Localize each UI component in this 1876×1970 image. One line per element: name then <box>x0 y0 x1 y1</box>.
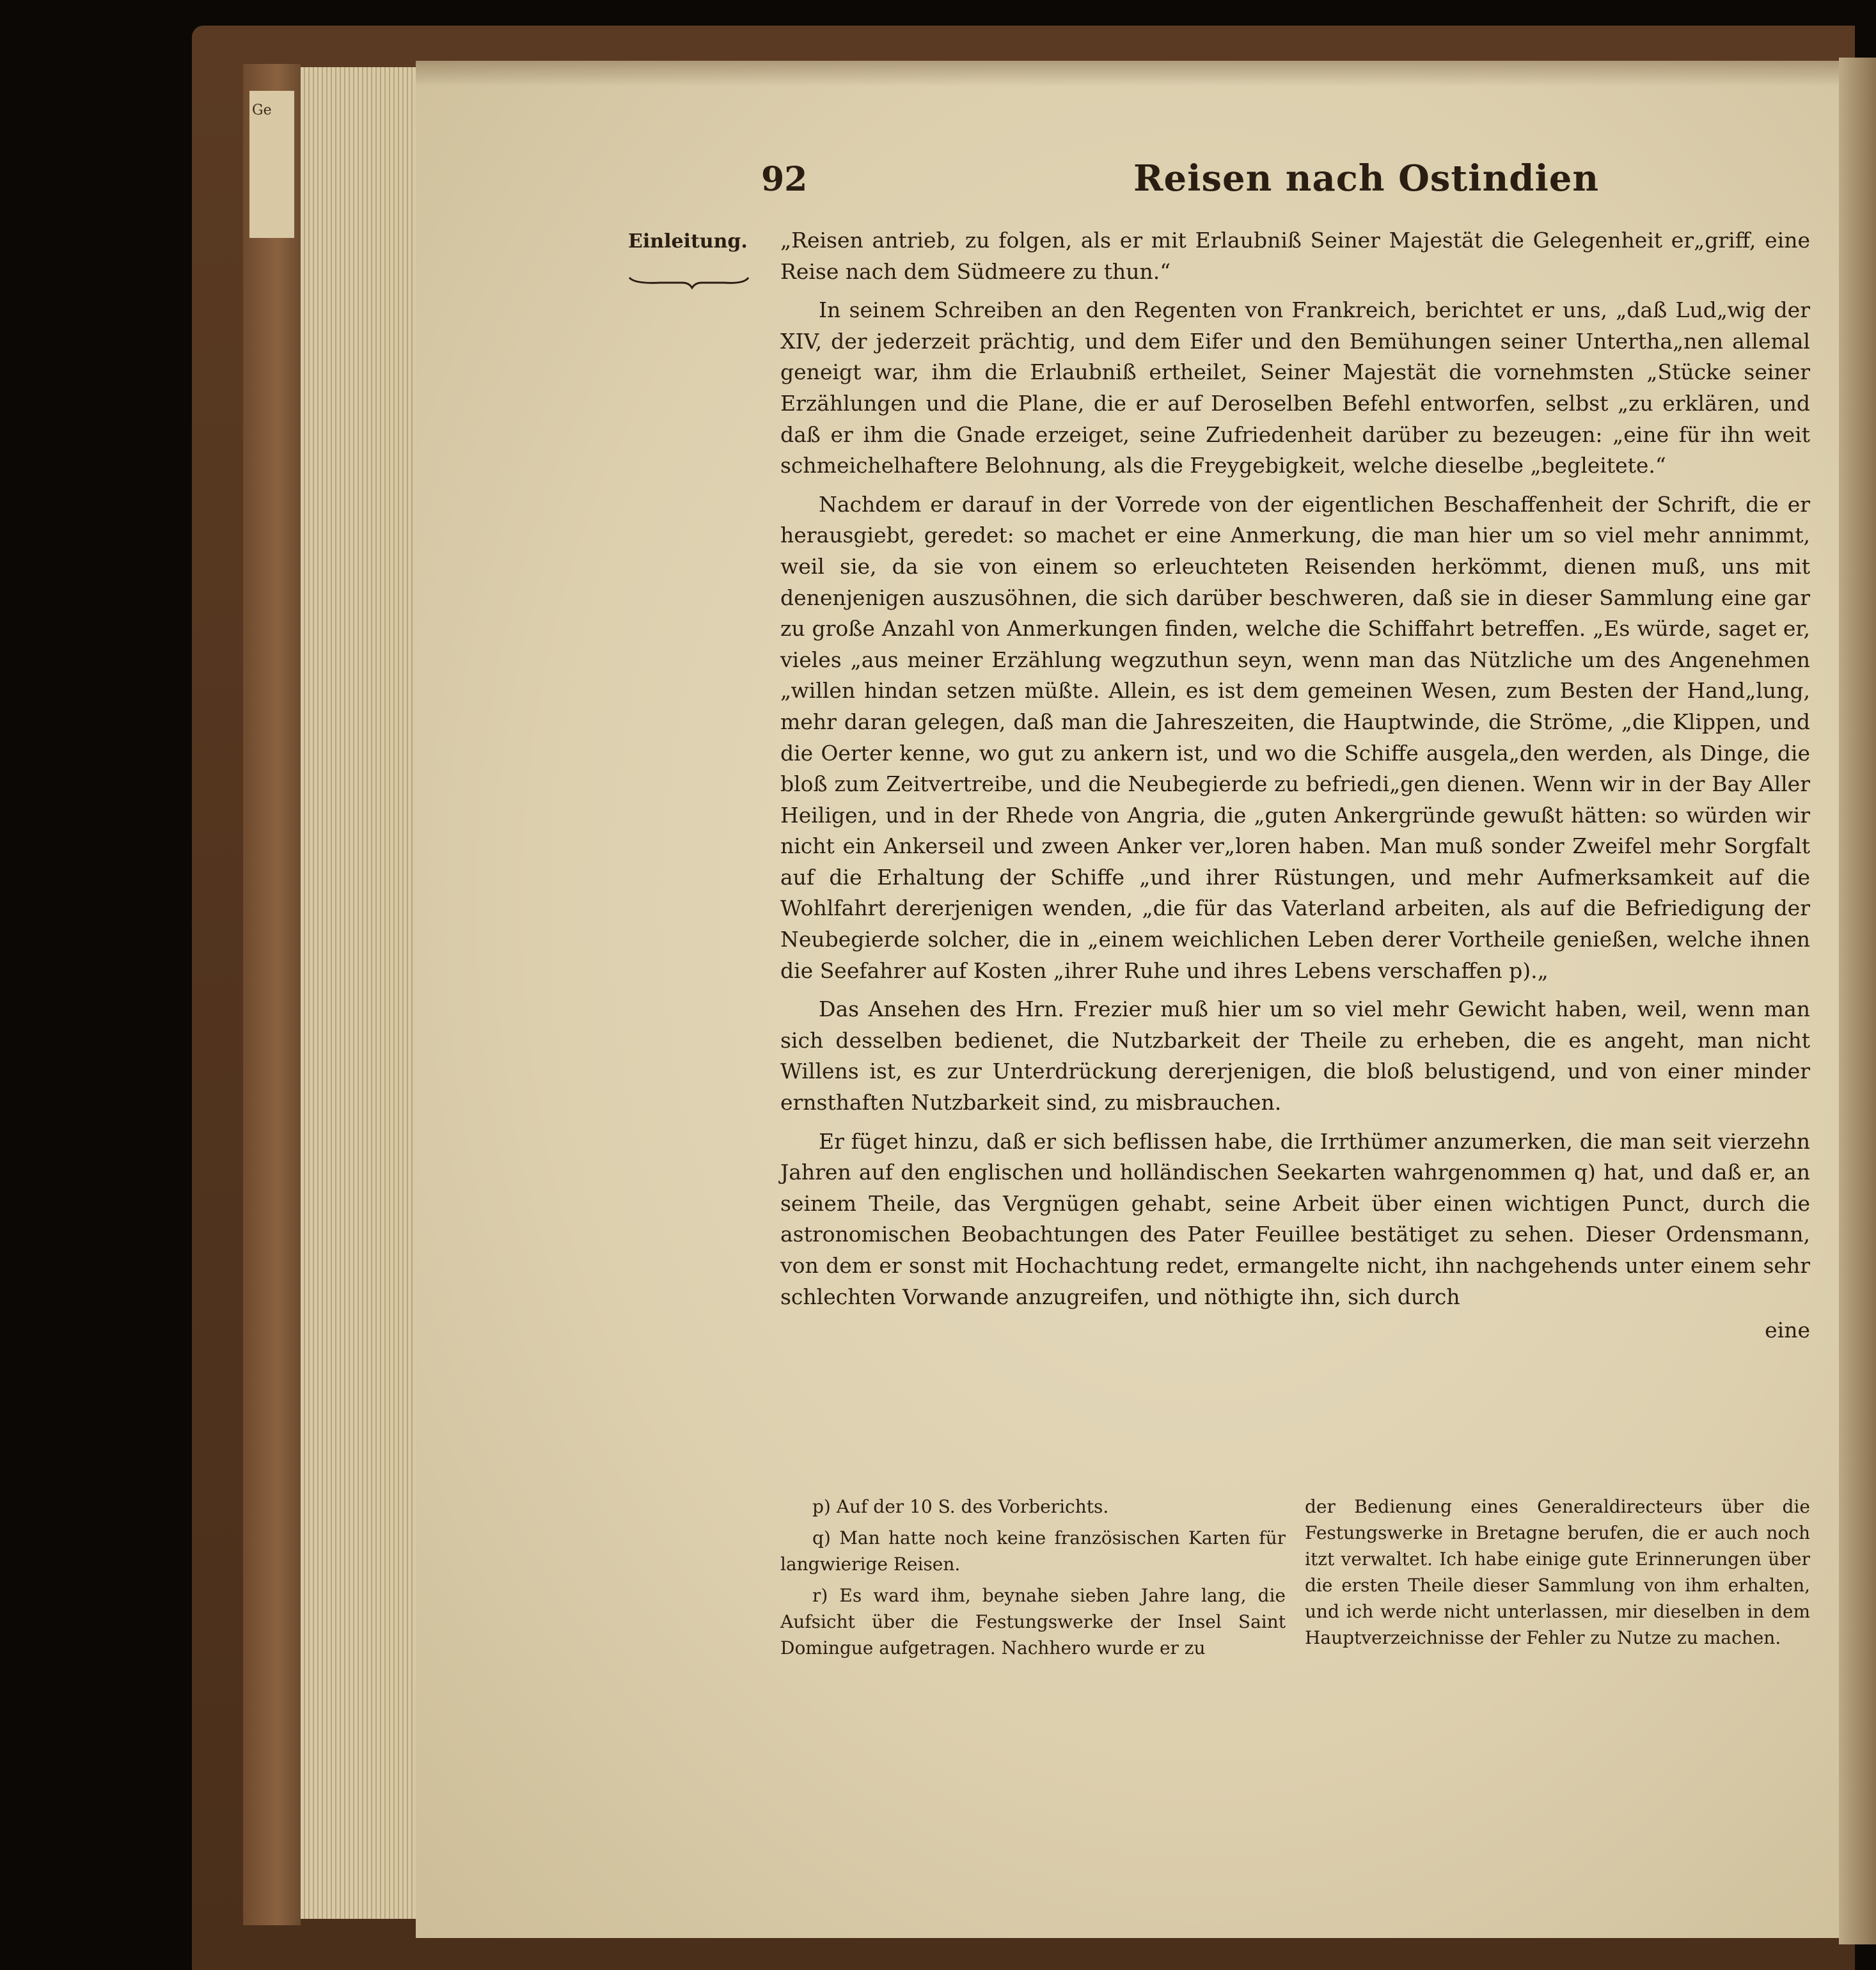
paragraph: In seinem Schreiben an den Regenten von Frankreich, berichtet er uns, „daß Lud„wig der XIV, der jederzeit prächtig, und dem Eifer und den Bemühungen seiner Untertha„nen allemal geneigt war, ihm die Erlaubniß ertheilet, Seiner Majestät die vornehmsten „Stücke seiner Erzählungen und die Plane, die er auf Deroselben Befehl entworfen, selbst „zu erklären, und daß er ihm die Gnade erzeiget, seine Zufriedenheit darüber zu bezeugen: „eine für ihn weit schmeichelhaftere Belohnung, als die Freygebigkeit, welche dieselbe „begleitete.“ <box>780 297 1810 478</box>
footnote-column-right <box>1305 1493 1810 1656</box>
page-number: 92 <box>761 160 808 199</box>
paragraph: Nachdem er darauf in der Vorrede von der eigentlichen Beschaffenheit der Schrift, die er herausgiebt, geredet: so machet er eine Anmerkung, die man hier um so viel mehr annimmt, weil sie, da sie von einem so erleuchteten Reisenden herkömmt, dienen muß, uns mit denenjenigen auszusöhnen, die sich darüber beschweren, daß sie in dieser Sammlung eine gar zu große Anzahl von Anmerkungen finden, welche die Schiffahrt betreffen. „Es würde, saget er, vieles „aus meiner Erzählung wegzuthun seyn, wenn man das Nützliche um des Angenehmen „willen hindan setzen müßte. Allein, es ist dem gemeinen Wesen, zum Besten der Hand„lung, mehr daran gelegen, daß man die Jahreszeiten, die Hauptwinde, die Ströme, „die Klippen, und die Oerter kenne, wo gut zu ankern ist, und wo die Schiffe ausgela„den werden, als Dinge, die bloß zum Zeitvertreibe, und die Neubegierde zu befriedi„gen dienen. Wenn wir in der Bay Aller Heiligen, und in der Rhede von Angria, die „guten Ankergründe gewußt hätten: so würden wir nicht ein Ankerseil und zween Anker ver„loren haben. Man muß sonder Zweifel mehr Sorgfalt auf die Erhaltung der Schiffe „und ihrer Rüstungen, und mehr Aufmerksamkeit auf die Wohlfahrt dererjenigen wenden, „die für das Vaterland arbeiten, als auf die Befriedigung der Neubegierde solcher, die in „einem weichlichen Leben derer Vortheile genießen, welche ihnen die Seefahrer auf Kosten „ihrer Ruhe und ihres Lebens verschaffen p).„ <box>780 491 1810 983</box>
paragraph: Das Ansehen des Hrn. Frezier muß hier um so viel mehr Gewicht haben, weil, wenn man sich desselben bedienet, die Nutzbarkeit der Theile zu erheben, die es angeht, man nicht Willens ist, es zur Unterdrückung dererjenigen, die bloß belustigend, und von einer minder ernsthaften Nutzbarkeit sind, zu misbrauchen. <box>780 997 1810 1115</box>
footnote: p) Auf der 10 S. des Vorberichts. <box>812 1496 1109 1517</box>
bookmark-tab <box>249 91 294 238</box>
catchword: eine <box>1765 1318 1810 1343</box>
page-header <box>755 154 1829 205</box>
page-shadow <box>416 61 1839 86</box>
footnote: r) Es ward ihm, beynahe sieben Jahre lang, die Aufsicht über die Festungswerke der Insel Saint Domingue aufgetragen. Nachhero wurde er zu <box>780 1585 1286 1659</box>
book-spine-edge <box>243 64 301 1925</box>
footnote-continuation: der Bedienung eines Generaldirecteurs über die Festungswerke in Bretagne berufen, die er auch noch itzt verwaltet. Ich habe einige gute Erinnerungen über die ersten Theile dieser Sammlung von ihm erhalten, und ich werde nicht unterlassen, mir dieselben in dem Hauptverzeichnisse der Fehler zu Nutze zu machen. <box>1305 1496 1810 1648</box>
footnote: q) Man hatte noch keine französischen Karten für langwierige Reisen. <box>780 1527 1286 1575</box>
running-title: Reisen nach Ostindien <box>1133 157 1600 200</box>
paragraph: „Reisen antrieb, zu folgen, als er mit Erlaubniß Seiner Majestät die Gelegenheit er„griff, eine Reise nach dem Südmeere zu thun.“ <box>780 228 1810 284</box>
paragraph: Er füget hinzu, daß er sich beflissen habe, die Irrthümer anzumerken, die man seit vierzehn Jahren auf den englischen und holländischen Seekarten wahrgenommen q) hat, und daß er, an seinem Theile, das Vergnügen gehabt, seine Arbeit über einen wichtigen Punct, durch die astronomischen Beobachtungen des Pater Feuillee bestätiget zu sehen. Dieser Ordensmann, von dem er sonst mit Hochachtung redet, ermangelte nicht, ihn nachgehends unter einem sehr schlechten Vorwande anzugreifen, und nöthigte ihn, sich durch <box>780 1128 1810 1309</box>
bookmark-tab-label: Ge <box>252 102 272 118</box>
margin-brace-icon <box>628 275 750 290</box>
right-page-edge <box>1839 58 1876 1944</box>
footnote-column-left <box>780 1493 1286 1666</box>
page-stack <box>301 67 416 1919</box>
margin-note: Einleitung. <box>628 230 748 253</box>
main-text <box>780 225 1810 1346</box>
